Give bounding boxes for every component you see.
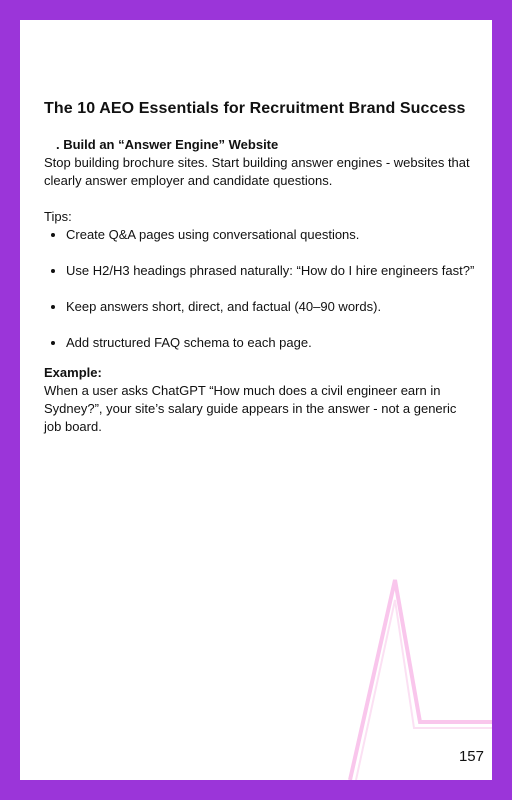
tip-item: • Add structured FAQ schema to each page. bbox=[66, 334, 476, 352]
page-number: 157 bbox=[458, 748, 484, 765]
tip-item: • Create Q&A pages using conversational questions. bbox=[66, 226, 476, 244]
page-title: The 10 AEO Essentials for Recruitment Brand Success bbox=[44, 100, 466, 117]
section-heading: . Build an “Answer Engine” Website bbox=[56, 137, 279, 152]
example-paragraph: When a user asks ChatGPT “How much does a civil engineer earn in Sydney?”, your site’s salary guide appears in the answer - not a generic job board. bbox=[44, 383, 457, 434]
page-content bbox=[44, 98, 476, 436]
tip-item: • Use H2/H3 headings phrased naturally: “How do I hire engineers fast?” bbox=[66, 262, 476, 280]
tip-item: • Keep answers short, direct, and factual (40–90 words). bbox=[66, 298, 476, 316]
tips-label: Tips: bbox=[44, 209, 72, 224]
tips-list bbox=[44, 226, 476, 352]
intro-paragraph: Stop building brochure sites. Start building answer engines - websites that clearly answer employer and candidate questions. bbox=[44, 155, 470, 188]
document-page bbox=[20, 20, 492, 780]
example-label: Example: bbox=[44, 365, 102, 380]
